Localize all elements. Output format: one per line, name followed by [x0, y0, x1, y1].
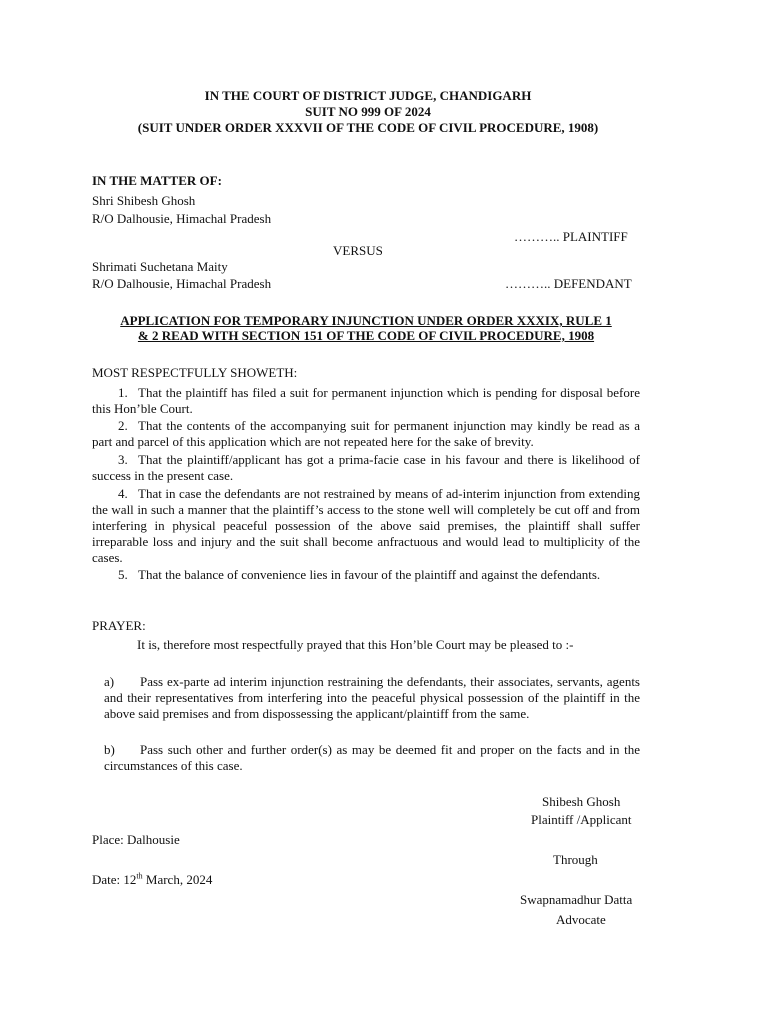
paragraph-number: 5.: [118, 567, 128, 582]
place-line: Place: Dalhousie: [92, 832, 180, 847]
plaintiff-role: ……….. PLAINTIFF: [514, 229, 628, 244]
date-prefix: Date: 12: [92, 872, 137, 887]
advocate-role: Advocate: [556, 912, 606, 927]
paragraph-1: [92, 385, 640, 417]
through-label: Through: [553, 852, 598, 867]
paragraph-number: 1.: [118, 385, 128, 400]
court-name: IN THE COURT OF DISTRICT JUDGE, CHANDIGARH: [204, 88, 532, 103]
defendant-address: R/O Dalhousie, Himachal Pradesh: [92, 276, 272, 291]
paragraph-text: That the plaintiff/applicant has got a prima-facie case in his favour and there is likelihood of success in the present case.: [92, 452, 640, 483]
prayer-item-text: Pass ex-parte ad interim injunction restraining the defendants, their associates, servants, agents and their representatives from interfering into the peaceful physical possession of the plaintiff in the above said premises and from dispossessing the applicant/plaintiff from the same.: [104, 674, 640, 721]
versus-label: VERSUS: [333, 243, 383, 258]
plaintiff-name: Shri Shibesh Ghosh: [92, 193, 196, 208]
paragraph-4: [92, 486, 640, 566]
date-line: [92, 872, 212, 888]
paragraph-2: [92, 418, 640, 450]
prayer-heading: PRAYER:: [92, 618, 146, 633]
paragraph-text: That the balance of convenience lies in favour of the plaintiff and against the defendants.: [138, 567, 601, 582]
advocate-name: Swapnamadhur Datta: [520, 892, 633, 907]
application-title-line1: APPLICATION FOR TEMPORARY INJUNCTION UNDER ORDER XXXIX, RULE 1: [120, 313, 612, 328]
showeth-heading: MOST RESPECTFULLY SHOWETH:: [92, 365, 298, 380]
prayer-item-a: [104, 674, 640, 722]
suit-number: SUIT NO 999 OF 2024: [305, 104, 431, 119]
paragraph-number: 3.: [118, 452, 128, 467]
paragraph-text: That in case the defendants are not restrained by means of ad-interim injunction from extending the wall in such a manner that the plaintiff’s access to the stone well will completely be cut off and from interfering in physical peaceful possession of the above said premises, the plaintiff shall suffer irreparable loss and injury and the suit shall become anfractuous and would lead to multiplicity of the cases.: [92, 486, 640, 565]
signatory-role: Plaintiff /Applicant: [531, 812, 632, 827]
court-heading: [0, 88, 736, 136]
suit-description: (SUIT UNDER ORDER XXXVII OF THE CODE OF CIVIL PROCEDURE, 1908): [137, 120, 599, 135]
signatory-name: Shibesh Ghosh: [542, 794, 621, 809]
paragraph-text: That the contents of the accompanying suit for permanent injunction may kindly be read as a part and parcel of this application which are not repeated here for the sake of brevity.: [92, 418, 640, 449]
prayer-item-mark: a): [104, 674, 115, 689]
paragraph-text: That the plaintiff has filed a suit for permanent injunction which is pending for disposal before this Hon’ble Court.: [92, 385, 640, 416]
paragraph-number: 2.: [118, 418, 128, 433]
plaintiff-address: R/O Dalhousie, Himachal Pradesh: [92, 211, 272, 226]
prayer-intro: It is, therefore most respectfully prayed that this Hon’ble Court may be pleased to :-: [137, 637, 574, 652]
prayer-item-text: Pass such other and further order(s) as may be deemed fit and proper on the facts and in the circumstances of this case.: [104, 742, 640, 773]
application-title-line2: & 2 READ WITH SECTION 151 OF THE CODE OF CIVIL PROCEDURE, 1908: [137, 328, 595, 343]
date-superscript: th: [136, 871, 143, 881]
defendant-name: Shrimati Suchetana Maity: [92, 259, 228, 274]
matter-heading: IN THE MATTER OF:: [92, 173, 222, 188]
application-title: [92, 313, 640, 343]
paragraph-5: [92, 567, 640, 583]
prayer-item-mark: b): [104, 742, 115, 757]
paragraph-3: [92, 452, 640, 484]
defendant-role: ……….. DEFENDANT: [505, 276, 632, 291]
prayer-item-b: [104, 742, 640, 774]
date-suffix: March, 2024: [142, 872, 213, 887]
paragraph-number: 4.: [118, 486, 128, 501]
